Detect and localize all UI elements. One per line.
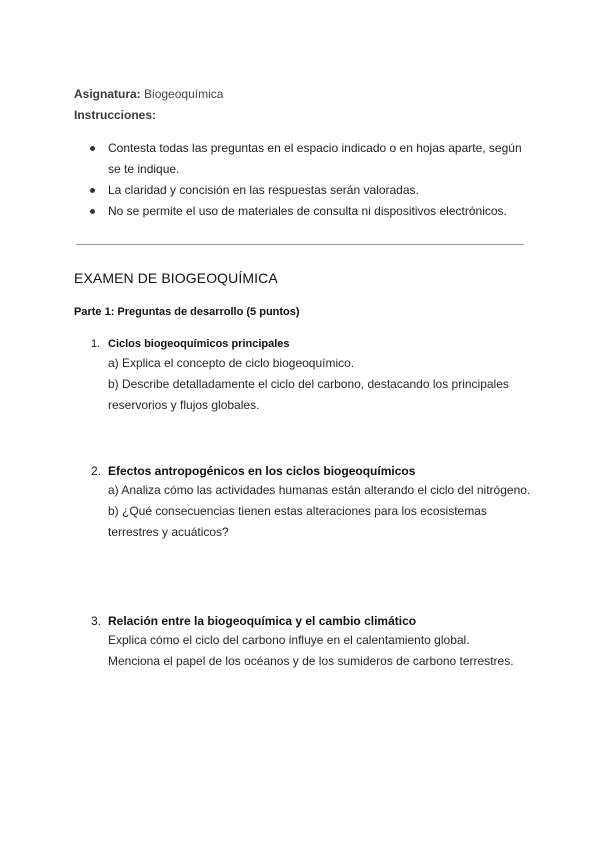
question-1-number: 1. (91, 338, 101, 350)
instruction-text: Contesta todas las preguntas en el espacio indicado o en hojas aparte, según se te indique. (108, 141, 522, 176)
bullet-dot-icon (90, 146, 95, 151)
question-3-line-1: Explica cómo el ciclo del carbono influye en el calentamiento global. (108, 633, 470, 647)
question-3 (91, 612, 531, 672)
question-1-line-b: b) Describe detalladamente el ciclo del carbono, destacando los principales reservorios y flujos globales. (108, 377, 509, 412)
instruction-item (74, 180, 534, 201)
question-2-number: 2. (91, 464, 102, 478)
instructions-list (74, 138, 534, 222)
instruction-item (74, 201, 534, 222)
instruction-item (74, 138, 534, 180)
question-3-number: 3. (91, 614, 102, 628)
instruction-text: La claridad y concisión en las respuestas serán valoradas. (108, 183, 419, 197)
question-3-line-2: Menciona el papel de los océanos y de los sumideros de carbono terrestres. (108, 654, 514, 668)
question-2-line-b: b) ¿Qué consecuencias tienen estas alteraciones para los ecosistemas terrestres y acuáticos? (108, 504, 487, 539)
subject-value: Biogeoquímica (144, 87, 224, 101)
question-3-title: Relación entre la biogeoquímica y el cambio climático (108, 614, 417, 628)
question-1-heading (91, 335, 531, 353)
part-1-heading: Parte 1: Preguntas de desarrollo (5 puntos) (74, 306, 300, 318)
question-1 (91, 335, 531, 416)
question-2 (91, 462, 531, 543)
exam-title: EXAMEN DE BIOGEOQUÍMICA (74, 270, 278, 286)
instruction-text: No se permite el uso de materiales de consulta ni dispositivos electrónicos. (108, 204, 507, 218)
question-2-heading (91, 462, 531, 480)
instructions-label: Instrucciones: (74, 108, 157, 122)
bullet-dot-icon (90, 188, 95, 193)
subject-label: Asignatura: (74, 87, 141, 101)
horizontal-divider (76, 244, 524, 245)
subject-line (74, 86, 223, 102)
bullet-dot-icon (90, 209, 95, 214)
question-2-title: Efectos antropogénicos en los ciclos biogeoquímicos (108, 464, 416, 478)
question-3-heading (91, 612, 531, 630)
question-1-line-a: a) Explica el concepto de ciclo biogeoquímico. (108, 356, 355, 370)
question-2-line-a: a) Analiza cómo las actividades humanas están alterando el ciclo del nitrógeno. (108, 483, 531, 497)
question-1-title: Ciclos biogeoquímicos principales (108, 338, 290, 350)
instructions-line (74, 107, 156, 123)
